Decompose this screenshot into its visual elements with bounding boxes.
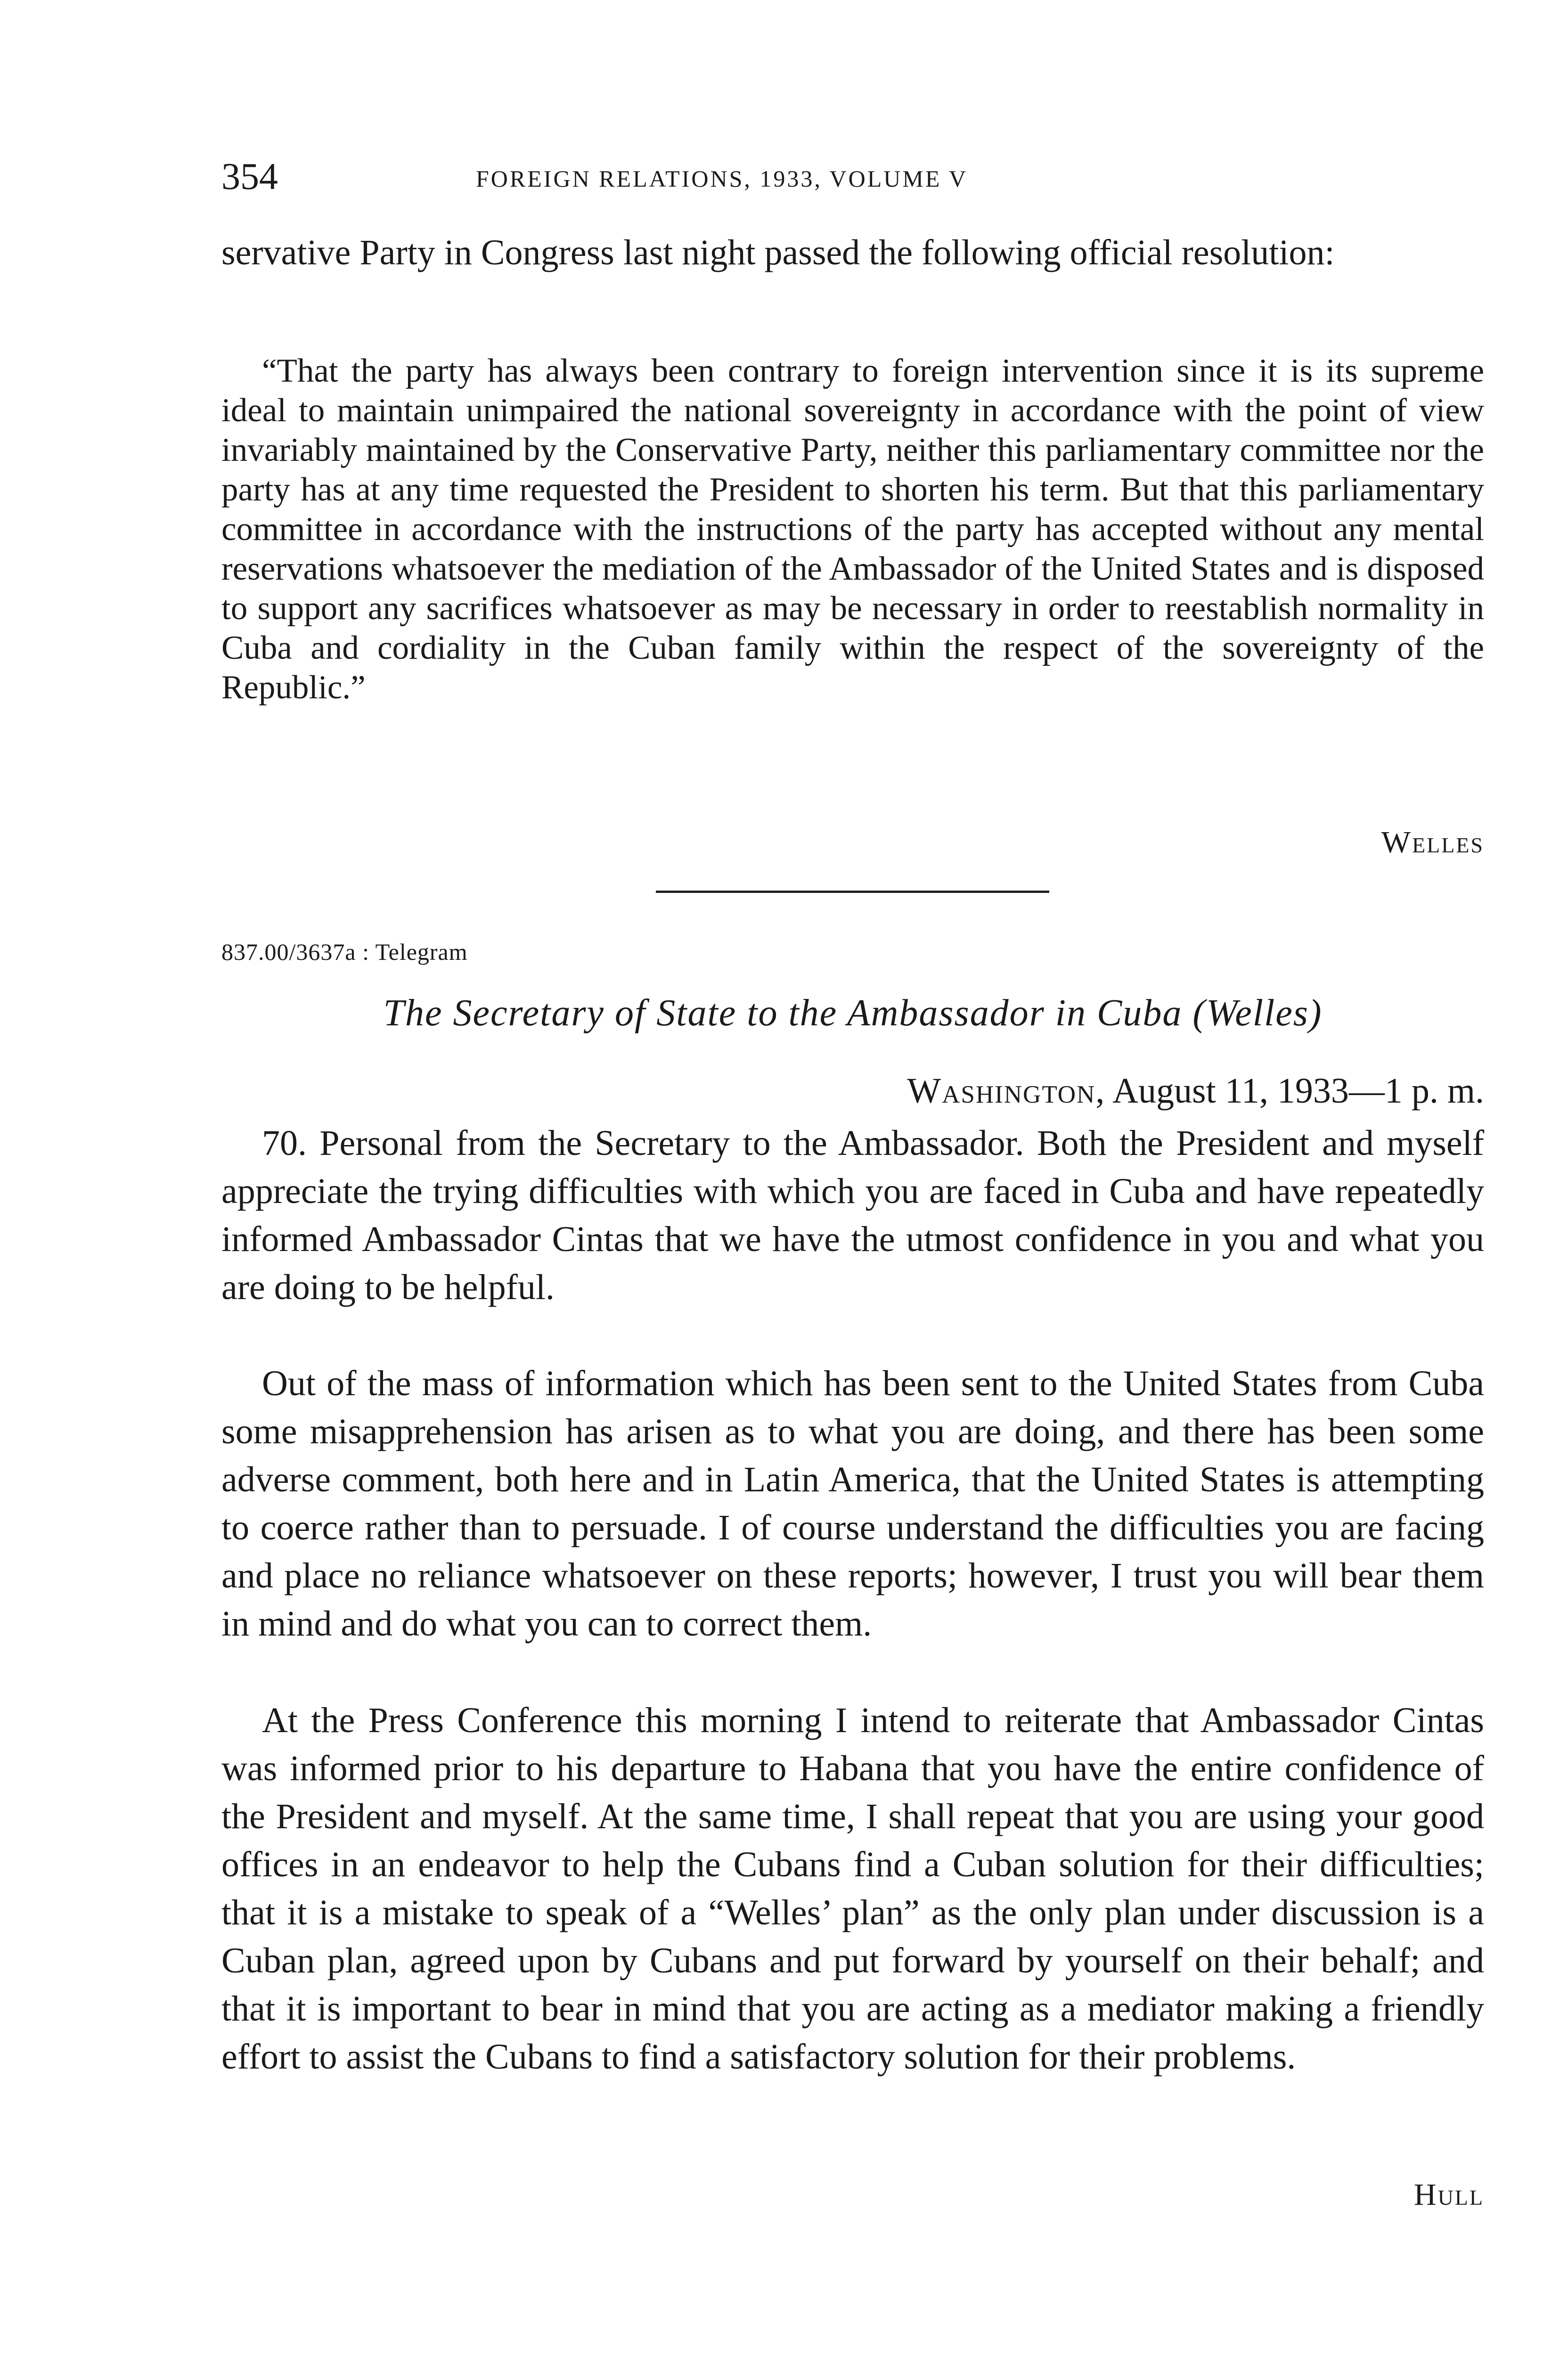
dateline: [907, 1067, 1484, 1114]
continuation-paragraph: servative Party in Congress last night passed the following official resolution:: [221, 233, 1335, 272]
dateline-place: Washington,: [907, 1071, 1106, 1111]
resolution-quote: “That the party has always been contrary to foreign intervention since it is its supreme ideal to maintain unimpaired the national sovereignty in accordance with the point of view invariably maintained by the Conservative Party, neither this parliamentary committee nor the party has at any time requested the President to shorten his term. But that this parliamentary committee in accordance with the instructions of the party has accepted without any mental reservations whatsoever the mediation of the Ambassador of the United States and is disposed to support any sacrifices whatsoever as may be necessary in order to reestablish normality in Cuba and cordiality in the Cuban family within the respect of the sovereignty of the Republic.”: [221, 352, 1484, 706]
running-head: FOREIGN RELATIONS, 1933, VOLUME V: [476, 165, 968, 192]
page-header: [221, 153, 1484, 205]
signature-hull: Hull: [1413, 2177, 1484, 2212]
signature-welles: Welles: [1381, 825, 1484, 859]
message-paragraph-3: At the Press Conference this morning I intend to reiterate that Ambassador Cintas was informed prior to his departure to Habana that you have the entire confidence of the President and myself. At the same time, I shall repeat that you are using your good offices in an endeavor to help the Cubans find a Cuban solution for their difficulties; that it is a mistake to speak of a “Welles’ plan” as the only plan under discussion is a Cuban plan, agreed upon by Cubans and put forward by yourself on their behalf; and that it is important to bear in mind that you are acting as a mediator making a friendly effort to assist the Cubans to find a satisfactory solution for their problems.: [221, 1701, 1484, 2077]
message-paragraph-1: 70. Personal from the Secretary to the Ambassador. Both the President and myself appreciate the trying difficulties with which you are faced in Cuba and have repeatedly informed Ambassador Cintas that we have the utmost confidence in you and what you are doing to be helpful.: [221, 1123, 1484, 1307]
document-title: The Secretary of State to the Ambassador in Cuba (Welles): [383, 992, 1323, 1034]
section-divider: [656, 891, 1049, 893]
dateline-date: August 11, 1933—1 p. m.: [1112, 1071, 1484, 1111]
file-reference: 837.00/3637a : Telegram: [221, 939, 468, 965]
message-paragraph-2: Out of the mass of information which has been sent to the United States from Cuba some misapprehension has arisen as to what you are doing, and there has been some adverse comment, both here and in Latin America, that the United States is attempting to coerce rather than to persuade. I of course understand the difficulties you are facing and place no reliance whatsoever on these reports; however, I trust you will bear them in mind and do what you can to correct them.: [221, 1364, 1484, 1644]
page-number: 354: [221, 156, 278, 197]
